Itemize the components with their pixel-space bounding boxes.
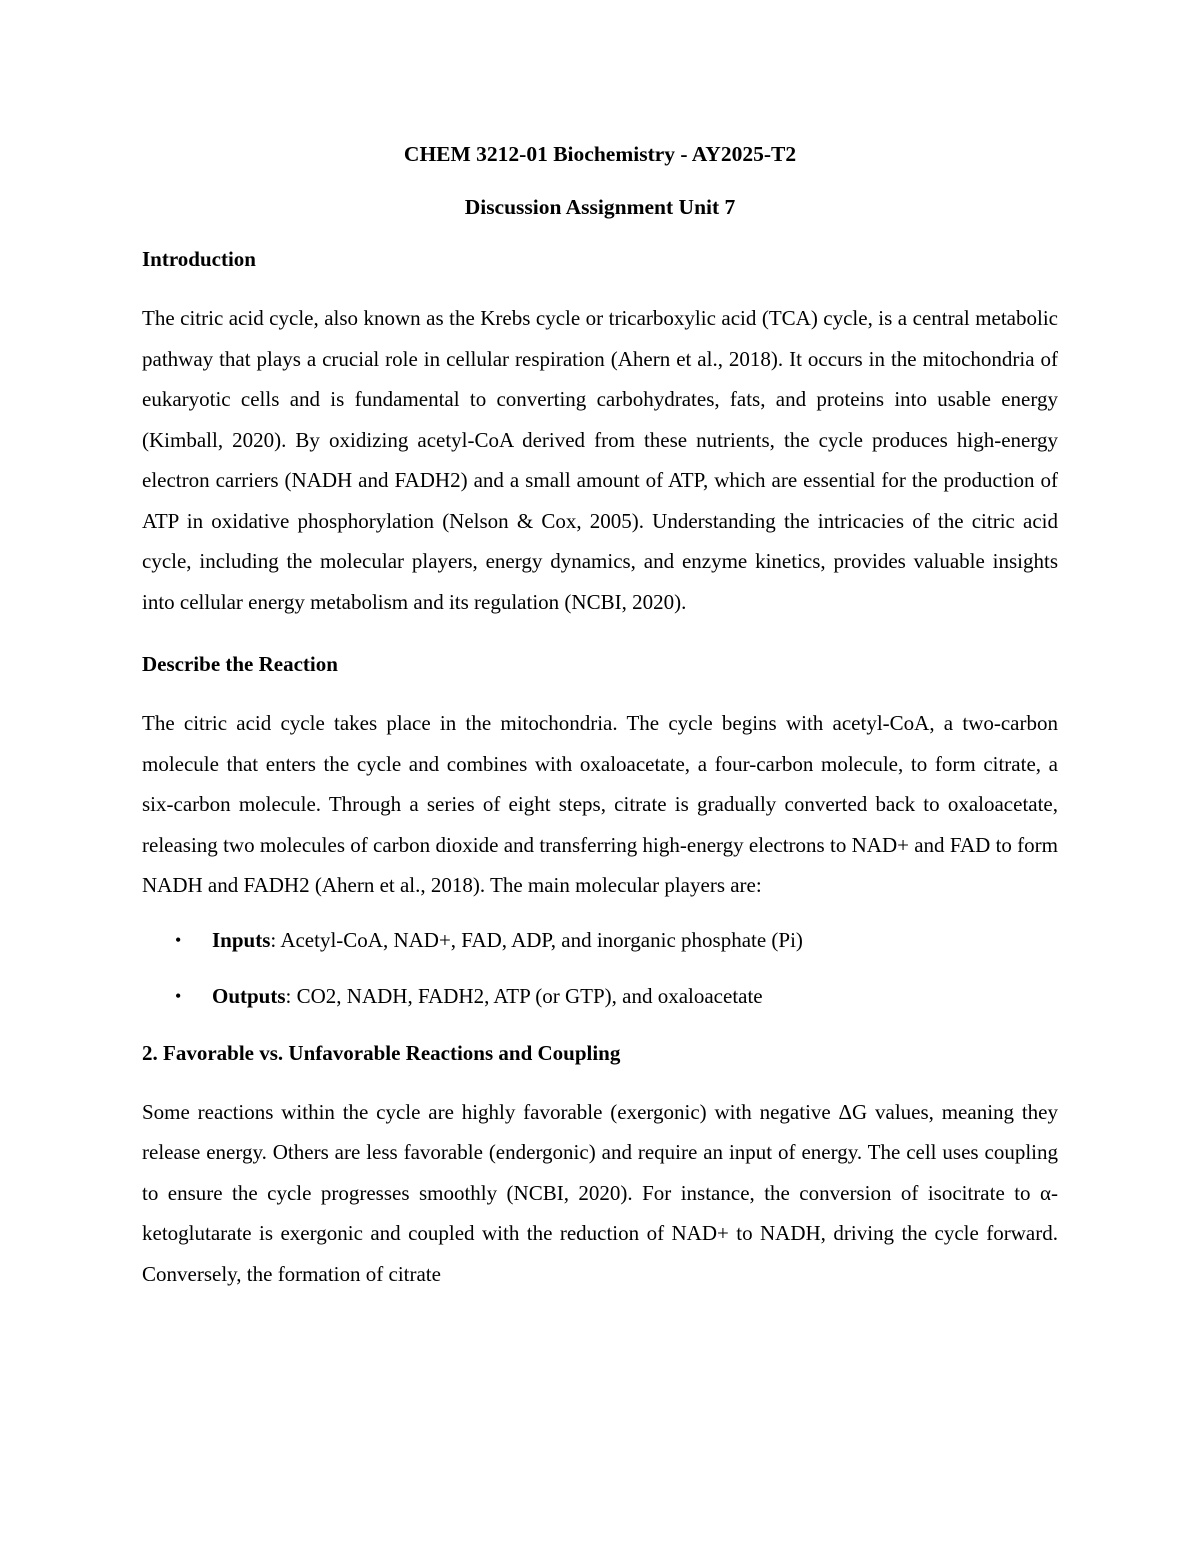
list-item-outputs bbox=[142, 981, 1058, 1011]
section-heading-introduction: Introduction bbox=[142, 247, 256, 271]
section-heading-favorable-unfavorable: 2. Favorable vs. Unfavorable Reactions and Coupling bbox=[142, 1040, 621, 1065]
describe-reaction-paragraph: The citric acid cycle takes place in the mitochondria. The cycle begins with acetyl-CoA, a two-carbon molecule that enters the cycle and combines with oxaloacetate, a four-carbon molecule, to form citrate, a six-carbon molecule. Through a series of eight steps, citrate is gradually converted back to oxaloacetate, releasing two molecules of carbon dioxide and transferring high-energy electrons to NAD+ and FAD to form NADH and FADH2 (Ahern et al., 2018). The main molecular players are: bbox=[142, 711, 1058, 897]
introduction-paragraph: The citric acid cycle, also known as the Krebs cycle or tricarboxylic acid (TCA) cycle, is a central metabolic pathway that plays a crucial role in cellular respiration (Ahern et al., 2018). It occurs in the mitochondria of eukaryotic cells and is fundamental to converting carbohydrates, fats, and proteins into usable energy (Kimball, 2020). By oxidizing acetyl-CoA derived from these nutrients, the cycle produces high-energy electron carriers (NADH and FADH2) and a small amount of ATP, which are essential for the production of ATP in oxidative phosphorylation (Nelson & Cox, 2005). Understanding the intricacies of the citric acid cycle, including the molecular players, energy dynamics, and enzyme kinetics, provides valuable insights into cellular energy metabolism and its regulation (NCBI, 2020). bbox=[142, 306, 1058, 614]
document-page bbox=[142, 140, 1058, 1294]
bullet-icon: • bbox=[175, 929, 182, 950]
course-title: CHEM 3212-01 Biochemistry - AY2025-T2 bbox=[403, 142, 797, 166]
outputs-term: Outputs bbox=[212, 983, 286, 1008]
inputs-term: Inputs bbox=[212, 927, 271, 952]
molecular-players-list bbox=[142, 925, 1058, 1011]
list-item-inputs bbox=[142, 925, 1058, 955]
inputs-text: : Acetyl-CoA, NAD+, FAD, ADP, and inorganic phosphate (Pi) bbox=[270, 927, 803, 952]
bullet-icon: • bbox=[175, 985, 182, 1006]
favorable-unfavorable-paragraph: Some reactions within the cycle are highly favorable (exergonic) with negative ΔG values, meaning they release energy. Others are less favorable (endergonic) and require an input of energy. The cell uses coupling to ensure the cycle progresses smoothly (NCBI, 2020). For instance, the conversion of isocitrate to α-ketoglutarate is exergonic and coupled with the reduction of NAD+ to NADH, driving the cycle forward. Conversely, the formation of citrate bbox=[142, 1099, 1058, 1286]
outputs-text: : CO2, NADH, FADH2, ATP (or GTP), and oxaloacetate bbox=[285, 983, 763, 1008]
section-heading-describe-reaction: Describe the Reaction bbox=[142, 652, 338, 676]
assignment-title: Discussion Assignment Unit 7 bbox=[464, 195, 736, 219]
